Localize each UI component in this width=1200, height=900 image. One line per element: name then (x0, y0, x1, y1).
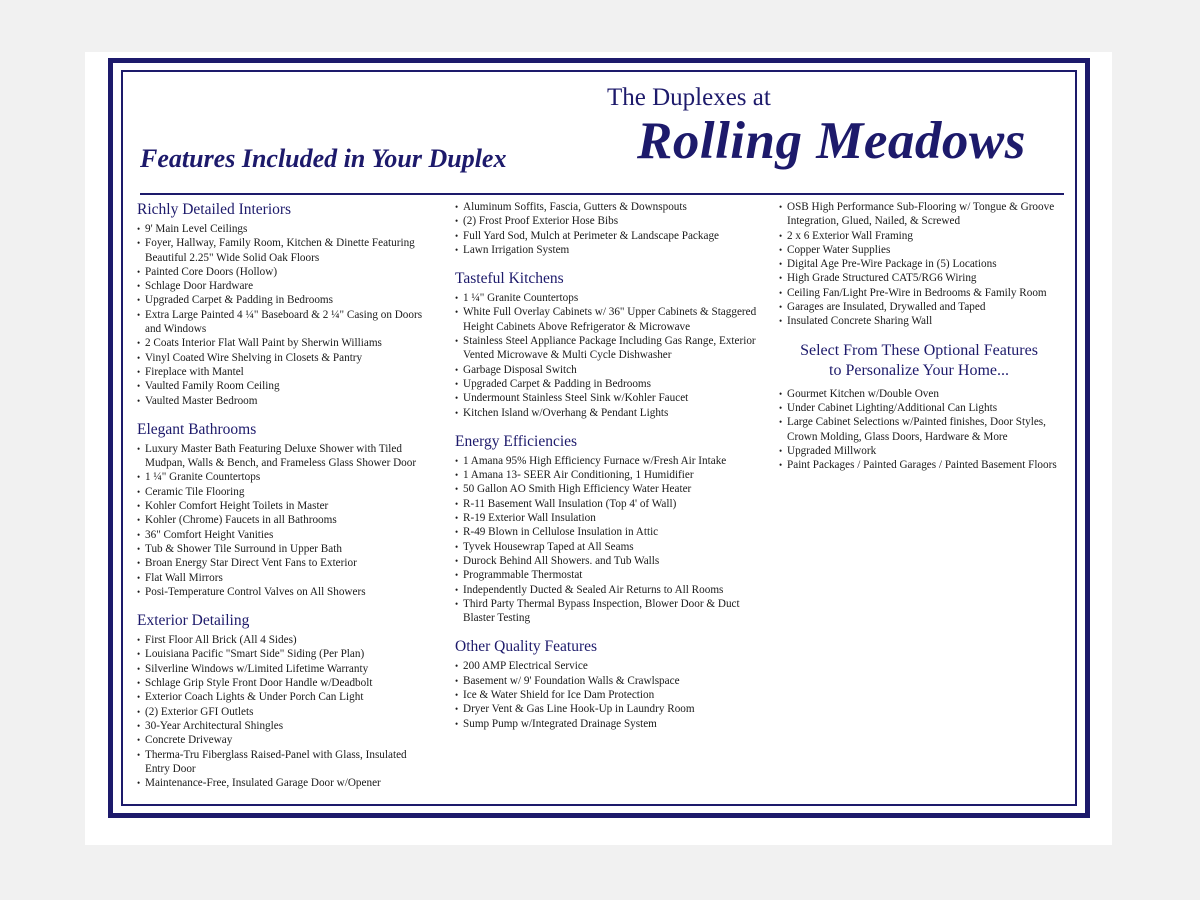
list-exterior-continued (455, 200, 760, 257)
list-energy (455, 454, 760, 626)
list-item: • Kitchen Island w/Overhang & Pendant Lights (455, 406, 760, 420)
list-item: • OSB High Performance Sub-Flooring w/ Tongue & Groove Integration, Glued, Nailed, & Screwed (779, 200, 1069, 229)
list-item: • Tyvek Housewrap Taped at All Seams (455, 540, 760, 554)
list-item: • Exterior Coach Lights & Under Porch Can Light (137, 690, 432, 704)
list-item: • (2) Exterior GFI Outlets (137, 705, 432, 719)
list-item: • Flat Wall Mirrors (137, 571, 432, 585)
list-item: • Broan Energy Star Direct Vent Fans to Exterior (137, 556, 432, 570)
list-item: • Independently Ducted & Sealed Air Returns to All Rooms (455, 583, 760, 597)
list-item: • Gourmet Kitchen w/Double Oven (779, 387, 1069, 401)
list-item: • Large Cabinet Selections w/Painted finishes, Door Styles, Crown Molding, Glass Doors, Hardware & More (779, 415, 1069, 444)
brochure-title: Rolling Meadows (637, 112, 1026, 170)
section-title-bathrooms: Elegant Bathrooms (137, 420, 257, 438)
list-bathrooms (137, 442, 432, 599)
section-title-quality: Other Quality Features (455, 638, 598, 656)
list-quality-continued (779, 200, 1069, 329)
list-item: • Upgraded Carpet & Padding in Bedrooms (137, 293, 432, 307)
list-item: • 1 Amana 13- SEER Air Conditioning, 1 Humidifier (455, 468, 760, 482)
list-item: • Therma-Tru Fiberglass Raised-Panel with Glass, Insulated Entry Door (137, 748, 432, 777)
list-item: • Extra Large Painted 4 ¼" Baseboard & 2 ¼" Casing on Doors and Windows (137, 308, 432, 337)
column-right (779, 200, 1069, 484)
list-item: • 30-Year Architectural Shingles (137, 719, 432, 733)
list-item: • Schlage Grip Style Front Door Handle w/Deadbolt (137, 676, 432, 690)
optional-features-heading (779, 341, 1069, 381)
section-title-interiors: Richly Detailed Interiors (137, 201, 292, 218)
list-item: • Undermount Stainless Steel Sink w/Kohler Faucet (455, 391, 760, 405)
list-item: • Stainless Steel Appliance Package Including Gas Range, Exterior Vented Microwave & Multi Cycle Dishwasher (455, 334, 760, 363)
list-item: • Durock Behind All Showers. and Tub Walls (455, 554, 760, 568)
section-title-exterior: Exterior Detailing (137, 612, 250, 630)
list-item: • Posi-Temperature Control Valves on All Showers (137, 585, 432, 599)
list-item: • Maintenance-Free, Insulated Garage Door w/Opener (137, 776, 432, 790)
list-item: • 2 x 6 Exterior Wall Framing (779, 229, 1069, 243)
list-item: • Silverline Windows w/Limited Lifetime Warranty (137, 662, 432, 676)
optional-heading-line1: Select From These Optional Features (800, 341, 1038, 359)
section-title-kitchens: Tasteful Kitchens (455, 270, 564, 288)
list-item: • 1 Amana 95% High Efficiency Furnace w/Fresh Air Intake (455, 454, 760, 468)
list-exterior (137, 633, 432, 790)
list-item: • Sump Pump w/Integrated Drainage System (455, 717, 760, 731)
list-item: • Vaulted Family Room Ceiling (137, 379, 432, 393)
list-item: • First Floor All Brick (All 4 Sides) (137, 633, 432, 647)
list-optional (779, 387, 1069, 473)
list-item: • Digital Age Pre-Wire Package in (5) Locations (779, 257, 1069, 271)
list-item: • Ceiling Fan/Light Pre-Wire in Bedrooms & Family Room (779, 286, 1069, 300)
list-item: • 200 AMP Electrical Service (455, 659, 760, 673)
header-divider (140, 193, 1064, 195)
list-item: • Tub & Shower Tile Surround in Upper Bath (137, 542, 432, 556)
list-item: • Painted Core Doors (Hollow) (137, 265, 432, 279)
list-item: • Vaulted Master Bedroom (137, 394, 432, 408)
list-item: • 1 ¼" Granite Countertops (137, 470, 432, 484)
list-item: • Garbage Disposal Switch (455, 363, 760, 377)
list-item: • R-11 Basement Wall Insulation (Top 4' of Wall) (455, 497, 760, 511)
section-title-energy: Energy Efficiencies (455, 432, 578, 450)
list-item: • Paint Packages / Painted Garages / Painted Basement Floors (779, 458, 1069, 472)
list-item: • High Grade Structured CAT5/RG6 Wiring (779, 271, 1069, 285)
list-item: • Third Party Thermal Bypass Inspection, Blower Door & Duct Blaster Testing (455, 597, 760, 626)
list-item: • Lawn Irrigation System (455, 243, 760, 257)
list-item: • Insulated Concrete Sharing Wall (779, 314, 1069, 328)
list-item: • Upgraded Carpet & Padding in Bedrooms (455, 377, 760, 391)
list-item: • 9' Main Level Ceilings (137, 222, 432, 236)
list-item: • Vinyl Coated Wire Shelving in Closets & Pantry (137, 351, 432, 365)
list-item: • Foyer, Hallway, Family Room, Kitchen & Dinette Featuring Beautiful 2.25" Wide Solid Oak Floors (137, 236, 432, 265)
list-item: • R-49 Blown in Cellulose Insulation in Attic (455, 525, 760, 539)
list-item: • 50 Gallon AO Smith High Efficiency Water Heater (455, 482, 760, 496)
list-item: • 2 Coats Interior Flat Wall Paint by Sherwin Williams (137, 336, 432, 350)
list-item: • Programmable Thermostat (455, 568, 760, 582)
list-quality (455, 659, 760, 730)
list-item: • Garages are Insulated, Drywalled and Taped (779, 300, 1069, 314)
list-item: • Schlage Door Hardware (137, 279, 432, 293)
list-item: • Dryer Vent & Gas Line Hook-Up in Laundry Room (455, 702, 760, 716)
list-item: • Under Cabinet Lighting/Additional Can Lights (779, 401, 1069, 415)
list-item: • White Full Overlay Cabinets w/ 36" Upper Cabinets & Staggered Height Cabinets Above Refrigerator & Microwave (455, 305, 760, 334)
list-item: • Full Yard Sod, Mulch at Perimeter & Landscape Package (455, 229, 760, 243)
brochure-subtitle: The Duplexes at (607, 84, 771, 111)
optional-heading-line2: to Personalize Your Home... (829, 361, 1009, 379)
column-middle (455, 200, 760, 743)
list-item: • R-19 Exterior Wall Insulation (455, 511, 760, 525)
list-item: • Upgraded Millwork (779, 444, 1069, 458)
features-heading: Features Included in Your Duplex (140, 144, 507, 173)
column-left (137, 200, 432, 802)
list-item: • Louisiana Pacific "Smart Side" Siding (Per Plan) (137, 647, 432, 661)
list-interiors (137, 222, 432, 408)
list-item: • (2) Frost Proof Exterior Hose Bibs (455, 214, 760, 228)
list-item: • Ice & Water Shield for Ice Dam Protection (455, 688, 760, 702)
list-item: • Luxury Master Bath Featuring Deluxe Shower with Tiled Mudpan, Walls & Bench, and Frameless Glass Shower Door (137, 442, 432, 471)
list-item: • 36" Comfort Height Vanities (137, 528, 432, 542)
list-item: • Ceramic Tile Flooring (137, 485, 432, 499)
list-item: • Concrete Driveway (137, 733, 432, 747)
list-item: • 1 ¼" Granite Countertops (455, 291, 760, 305)
list-kitchens (455, 291, 760, 420)
list-item: • Fireplace with Mantel (137, 365, 432, 379)
list-item: • Kohler Comfort Height Toilets in Master (137, 499, 432, 513)
list-item: • Basement w/ 9' Foundation Walls & Crawlspace (455, 674, 760, 688)
list-item: • Copper Water Supplies (779, 243, 1069, 257)
list-item: • Kohler (Chrome) Faucets in all Bathrooms (137, 513, 432, 527)
list-item: • Aluminum Soffits, Fascia, Gutters & Downspouts (455, 200, 760, 214)
